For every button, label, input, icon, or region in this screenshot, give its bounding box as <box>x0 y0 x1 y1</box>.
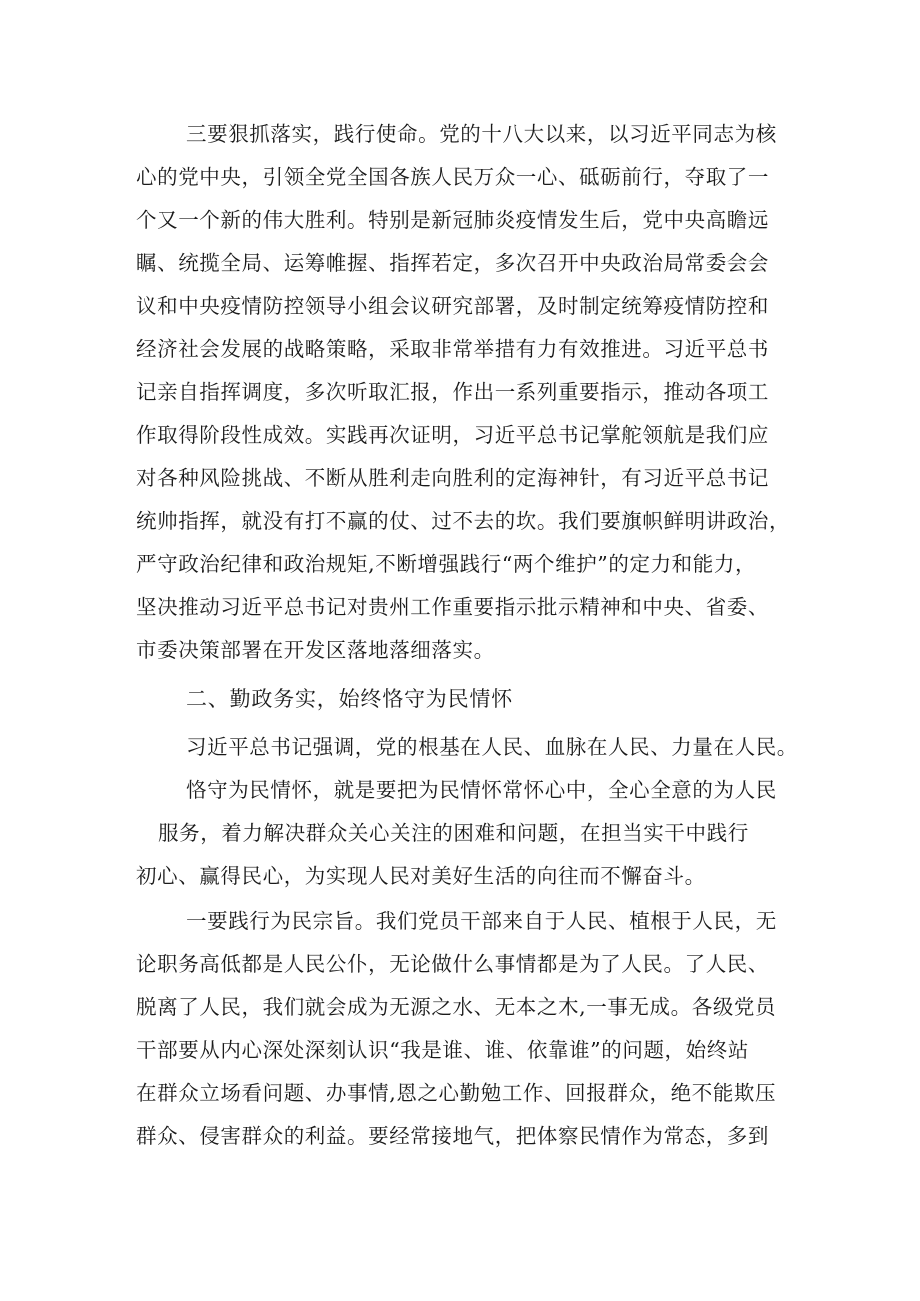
paragraph-2-line-1: 习近平总书记强调，党的根基在人民、血脉在人民、力量在人民。 <box>186 735 798 759</box>
paragraph-1-line-4: 瞩、统揽全局、运筹帷握、指挥若定，多次召开中央政治局常委会会 <box>136 251 769 275</box>
paragraph-1-line-13: 市委决策部署在开发区落地落细落实。 <box>136 638 495 662</box>
paragraph-1-line-3: 个又一个新的伟大胜利。特别是新冠肺炎疫情发生后，党中央高瞻远 <box>136 208 769 232</box>
section-heading: 二、勤政务实，始终恪守为民情怀 <box>186 687 513 711</box>
paragraph-2-line-4: 初心、赢得民心，为实现人民对美好生活的向往而不懈奋斗。 <box>136 864 706 888</box>
paragraph-3-line-4: 干部要从内心深处深刻认识“我是谁、谁、依靠谁”的问题，始终站 <box>136 1038 749 1062</box>
paragraph-2-line-3: 服务，着力解决群众关心关注的困难和问题，在担当实干中践行 <box>158 821 749 845</box>
paragraph-1-line-8: 作取得阶段性成效。实践再次证明，习近平总书记掌舵领航是我们应 <box>136 423 769 447</box>
paragraph-3-line-6: 群众、侵害群众的利益。要经常接地气，把体察民情作为常态，多到 <box>136 1124 769 1148</box>
paragraph-1-line-12: 坚决推动习近平总书记对贵州工作重要指示批示精神和中央、省委、 <box>136 595 769 619</box>
paragraph-1-line-11: 严守政治纪律和政治规矩,不断增强践行“两个维护”的定力和能力， <box>136 552 757 576</box>
paragraph-1-line-1: 三要狠抓落实，践行使命。党的十八大以来，以习近平同志为核 <box>186 122 777 146</box>
paragraph-3-line-3: 脱离了人民，我们就会成为无源之水、无本之木,一事无成。各级党员 <box>136 995 777 1019</box>
paragraph-3-line-5: 在群众立场看问题、办事情,恩之心勤勉工作、回报群众，绝不能欺压 <box>136 1081 777 1105</box>
paragraph-1-line-6: 经济社会发展的战略策略，采取非常举措有力有效推进。习近平总书 <box>136 337 769 361</box>
paragraph-1-line-9: 对各种风险挑战、不断从胜利走向胜利的定海神针，有习近平总书记 <box>136 466 769 490</box>
paragraph-3-line-2: 论职务高低都是人民公仆，无论做什么事情都是为了人民。了人民、 <box>136 952 769 976</box>
paragraph-3-line-1: 一要践行为民宗旨。我们党员干部来自于人民、植根于人民，无 <box>186 909 777 933</box>
paragraph-1-line-2: 心的党中央，引领全党全国各族人民万众一心、砥砺前行，夺取了一 <box>136 165 769 189</box>
paragraph-1-line-7: 记亲自指挥调度，多次听取汇报，作出一系列重要指示，推动各项工 <box>136 380 769 404</box>
paragraph-1-line-5: 议和中央疫情防控领导小组会议研究部署，及时制定统筹疫情防控和 <box>136 294 769 318</box>
paragraph-2-line-2: 恪守为民情怀，就是要把为民情怀常怀心中，全心全意的为人民 <box>186 778 777 802</box>
paragraph-1-line-10: 统帅指挥，就没有打不赢的仗、过不去的坎。我们要旗帜鲜明讲政治， <box>136 509 791 533</box>
